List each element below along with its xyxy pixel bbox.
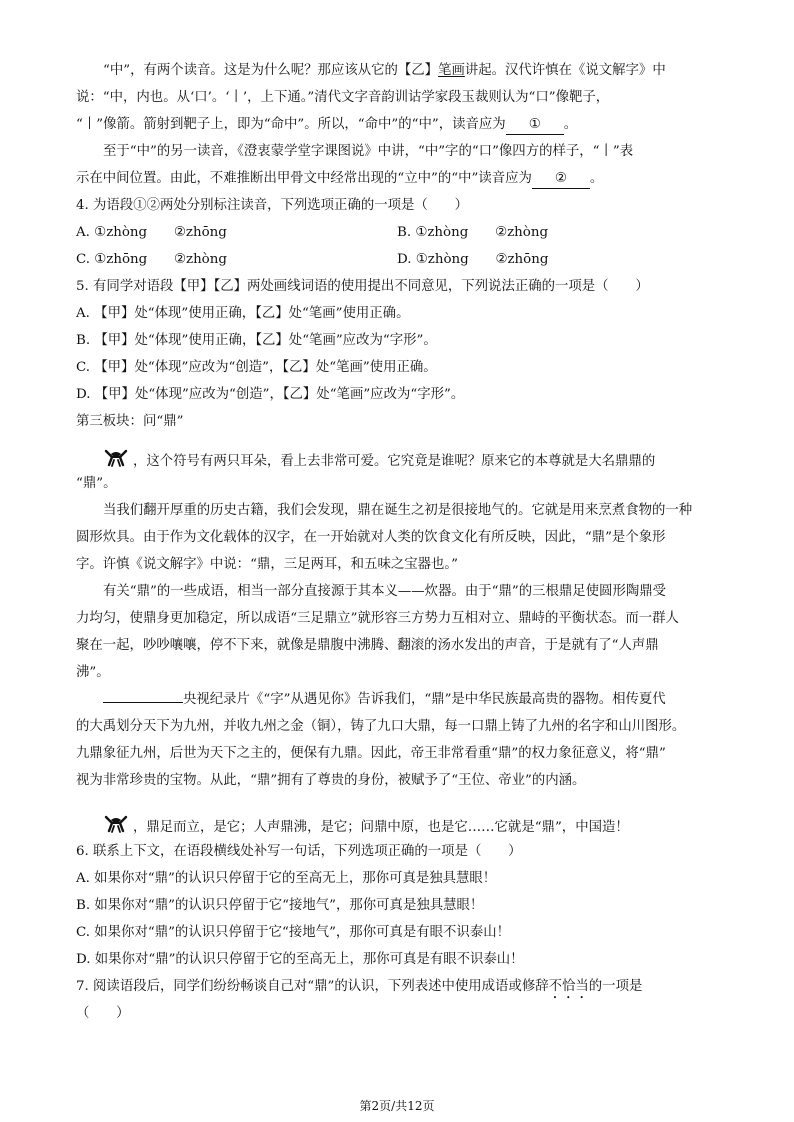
ding-oracle-bone-icon bbox=[103, 448, 129, 468]
ding-p2-line-4: 沸”。 bbox=[76, 665, 110, 680]
ding-p3-line-4: 视为非常珍贵的宝物。从此，“鼎”拥有了尊贵的身份，被赋予了“王位、帝业”的内涵。 bbox=[76, 773, 586, 788]
underlined-word-bihua: 笔画 bbox=[438, 63, 465, 78]
zhong-paragraph-line-3 bbox=[76, 116, 577, 135]
q6-option-a[interactable]: A. 如果你对“鼎”的认识只停留于它的至高无上，那你可真是独具慧眼！ bbox=[76, 871, 497, 886]
ding-p2-line-2: 力均匀，使鼎身更加稳定，所以成语“三足鼎立”就形容三方势力互相对立、鼎峙的平衡状态。而一群人 bbox=[76, 611, 679, 626]
answer-blank-1[interactable]: ① bbox=[506, 116, 564, 135]
page-number-footer: 第2页/共12页 bbox=[359, 1099, 435, 1113]
text-run: 。 bbox=[563, 117, 578, 132]
zhong-paragraph-line-5 bbox=[76, 170, 603, 189]
text-run: 央视纪录片《“字”从遇见你》告诉我们，“鼎”是中华民族最高贵的器物。相传夏代 bbox=[183, 692, 666, 707]
ding-p3-line-3: 九鼎象征九州，后世为天下之主的，便保有九鼎。因此，帝王非常看重“鼎”的权力象征意义，将“鼎” bbox=[76, 746, 666, 761]
q4-stem: 4. 为语段①②两处分别标注读音，下列选项正确的一项是（ ） bbox=[76, 198, 468, 213]
ding-p2-line-3: 聚在一起，吵吵嚷嚷，停不下来，就像是鼎腹中沸腾、翻滚的汤水发出的声音，于是就有了“人声鼎 bbox=[76, 638, 659, 653]
ding-oracle-bone-icon bbox=[103, 814, 129, 834]
ding-p2-line-1: 有关“鼎”的一些成语，相当一部分直接源于其本义——炊器。由于“鼎”的三根鼎足使圆形陶鼎受 bbox=[103, 584, 667, 599]
q5-option-a[interactable]: A. 【甲】处“体现”使用正确，【乙】处“笔画”使用正确。 bbox=[76, 306, 410, 321]
section-3-title: 第三板块：问“鼎” bbox=[76, 414, 184, 429]
q6-option-d[interactable]: D. 如果你对“鼎”的认识只停留于它的至高无上，那你可真是有眼不识泰山！ bbox=[76, 952, 524, 967]
emphasis-dotted-text: 不恰当 bbox=[548, 979, 589, 994]
zhong-paragraph-line-2: 说：“中，内也。从‘口’。‘丨’，上下通。”清代文字音韵训诂学家段玉裁则认为“口”像靶子， bbox=[76, 90, 610, 105]
zhong-paragraph-line-4: 至于“中”的另一读音，《澄衷蒙学堂字课图说》中讲，“中”字的“口”像四方的样子，“丨”表 bbox=[103, 144, 634, 159]
q7-answer-bracket: （ ） bbox=[76, 1006, 130, 1021]
q5-option-b[interactable]: B. 【甲】处“体现”使用正确，【乙】处“笔画”应改为“字形”。 bbox=[76, 333, 437, 348]
q6-option-b[interactable]: B. 如果你对“鼎”的认识只停留于它“接地气”，那你可真是独具慧眼！ bbox=[76, 898, 484, 913]
zhong-paragraph-line-1 bbox=[103, 62, 666, 80]
text-run: ，鼎足而立，是它；人声鼎沸，是它；问鼎中原，也是它……它就是“鼎”，中国造！ bbox=[133, 820, 629, 835]
ding-p3-line-2: 的大禹划分天下为九州，并收九州之金（铜），铸了九口大鼎，每一口鼎上铸了九州的名字和山川图形。 bbox=[76, 719, 686, 734]
q5-option-c[interactable]: C. 【甲】处“体现”应改为“创造”，【乙】处“笔画”使用正确。 bbox=[76, 360, 437, 375]
ding-p1-line-1: 当我们翻开厚重的历史古籍，我们会发现，鼎在诞生之初是很接地气的。它就是用来烹煮食物的一种 bbox=[103, 503, 693, 518]
text-run: 。 bbox=[589, 171, 604, 186]
text-run: “中”，有两个读音。这是为什么呢？那应该从它的【乙】 bbox=[103, 63, 439, 78]
text-run: 示在中间位置。由此，不难推断出甲骨文中经常出现的“立中”的“中”读音应为 bbox=[76, 171, 532, 186]
q4-option-d[interactable]: D. ①zhòng ②zhōng bbox=[397, 252, 549, 267]
answer-blank-2[interactable]: ② bbox=[532, 170, 590, 189]
q7-stem bbox=[76, 978, 642, 1002]
q6-stem: 6. 联系上下文，在语段横线处补写一句话，下列选项正确的一项是（ ） bbox=[76, 844, 522, 859]
text-run: 讲起。汉代许慎在《说文解字》中 bbox=[464, 63, 666, 78]
ding-closing-line bbox=[103, 814, 629, 837]
text-run: “丨”像箭。箭射到靶子上，即为“命中”。所以，“命中”的“中”，读音应为 bbox=[76, 117, 506, 132]
text-run: ，这个符号有两只耳朵，看上去非常可爱。它究竟是谁呢？原来它的本尊就是大名鼎鼎的 bbox=[133, 454, 656, 469]
ding-intro-line-1 bbox=[103, 448, 655, 471]
q6-option-c[interactable]: C. 如果你对“鼎”的认识只停留于它“接地气”，那你可真是有眼不识泰山！ bbox=[76, 925, 510, 940]
text-run: 7. 阅读语段后，同学们纷纷畅谈自己对“鼎”的认识，下列表述中使用成语或修辞 bbox=[76, 979, 549, 994]
q5-option-d[interactable]: D. 【甲】处“体现”应改为“创造”，【乙】处“笔画”应改为“字形”。 bbox=[76, 387, 465, 402]
q5-stem: 5. 有同学对语段【甲】【乙】两处画线词语的使用提出不同意见，下列说法正确的一项是（ ） bbox=[76, 279, 649, 294]
ding-p1-line-3: 字。许慎《说文解字》中说：“鼎，三足两耳，和五味之宝器也。” bbox=[76, 557, 458, 572]
sentence-fill-blank[interactable] bbox=[103, 702, 183, 703]
q4-option-c[interactable]: C. ①zhōng ②zhòng bbox=[76, 252, 227, 267]
text-run: 的一项是 bbox=[588, 979, 643, 994]
ding-p1-line-2: 圆形炊具。由于作为文化载体的汉字，在一开始就对人类的饮食文化有所反映，因此，“鼎”是个象形 bbox=[76, 530, 666, 545]
q4-option-b[interactable]: B. ①zhòng ②zhòng bbox=[397, 225, 549, 240]
ding-intro-line-2: “鼎”。 bbox=[76, 476, 117, 491]
q4-option-a[interactable]: A. ①zhòng ②zhōng bbox=[76, 225, 227, 240]
ding-p3-line-1 bbox=[103, 691, 666, 709]
